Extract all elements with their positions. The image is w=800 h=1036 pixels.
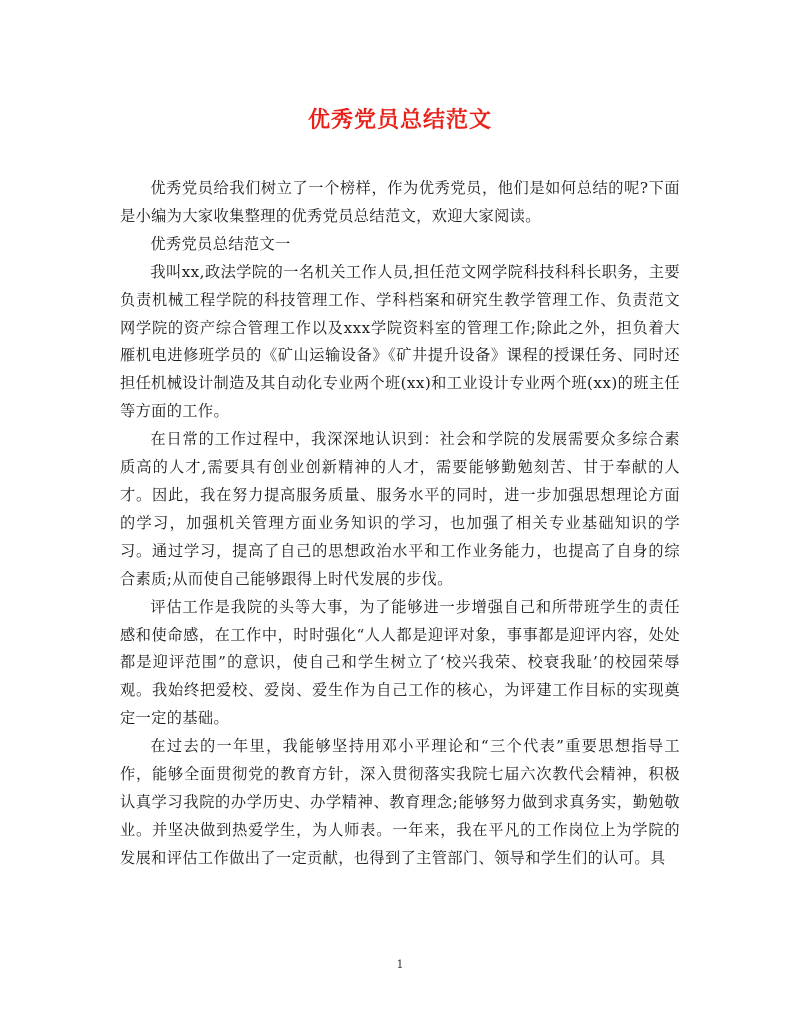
intro-paragraph: 优秀党员给我们树立了一个榜样，作为优秀党员，他们是如何总结的呢?下面是小编为大家收集整理的优秀党员总结范文，欢迎大家阅读。: [120, 179, 680, 225]
document-body: [120, 175, 680, 873]
document-title: 优秀党员总结范文: [307, 107, 492, 133]
body-paragraph: 在过去的一年里，我能够坚持用邓小平理论和“三个代表”重要思想指导工作，能够全面贯彻党的教育方针，深入贯彻落实我院七届六次教代会精神，积极认真学习我院的办学历史、办学精神、教育理念;能够努力做到求真务实，勤勉敬业。并坚决做到热爱学生，为人师表。一年来，我在平凡的工作岗位上为学院的发展和评估工作做出了一定贡献，也得到了主管部门、领导和学生们的认可。具: [120, 737, 680, 867]
body-paragraph: 我叫xx,政法学院的一名机关工作人员,担任范文网学院科技科科长职务，主要负责机械工程学院的科技管理工作、学科档案和研究生教学管理工作、负责范文网学院的资产综合管理工作以及xxx学院资料室的管理工作;除此之外，担负着大雁机电进修班学员的《矿山运输设备》《矿井提升设备》课程的授课任务、同时还担任机械设计制造及其自动化专业两个班(xx)和工业设计专业两个班(xx)的班主任等方面的工作。: [120, 262, 680, 421]
page-number: 1: [396, 958, 404, 971]
section-heading: 优秀党员总结范文一: [150, 234, 291, 253]
body-paragraph: 在日常的工作过程中，我深深地认识到：社会和学院的发展需要众多综合素质高的人才,需要具有创业创新精神的人才，需要能够勤勉刻苦、甘于奉献的人才。因此，我在努力提高服务质量、服务水平的同时，进一步加强思想理论方面的学习，加强机关管理方面业务知识的学习，也加强了相关专业基础知识的学习。通过学习，提高了自己的思想政治水平和工作业务能力，也提高了自身的综合素质;从而使自己能够跟得上时代发展的步伐。: [120, 430, 680, 588]
body-paragraph: 评估工作是我院的头等大事，为了能够进一步增强自己和所带班学生的责任感和使命感，在工作中，时时强化“人人都是迎评对象，事事都是迎评内容，处处都是迎评范围”的意识，使自己和学生树立了‘校兴我荣、校衰我耻’的校园荣辱观。我始终把爱校、爱岗、爱生作为自己工作的核心，为评建工作目标的实现奠定一定的基础。: [120, 597, 680, 728]
